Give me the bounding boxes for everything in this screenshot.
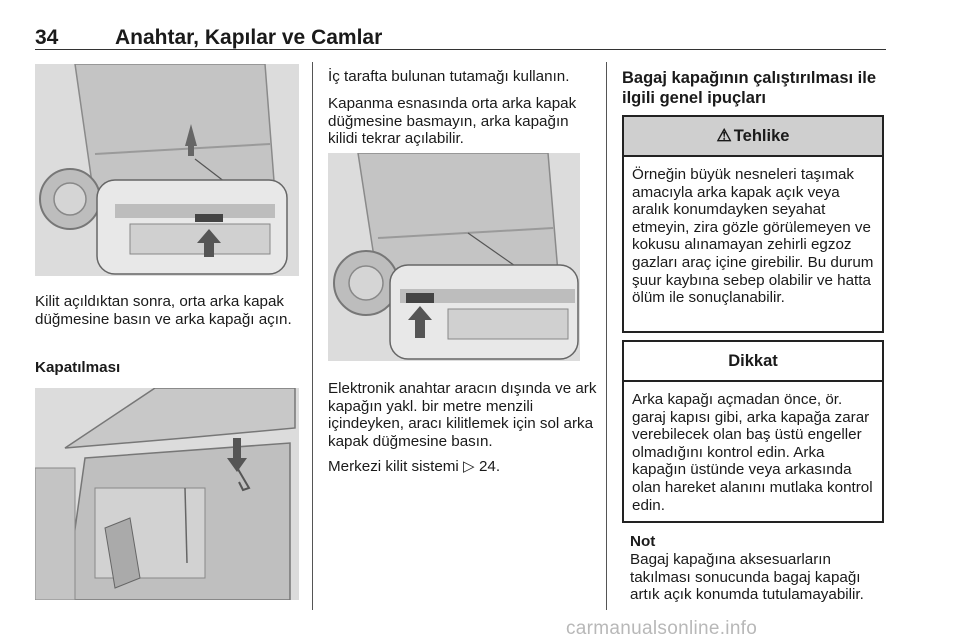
caution-title: Dikkat [728, 352, 778, 370]
caution-box-header [624, 342, 882, 382]
page-number: 34 [35, 26, 59, 49]
header-rule [35, 49, 886, 50]
note-title: Not [630, 533, 656, 550]
col2-paragraph-2: Kapanma esnasında orta arka kapak düğmesine basmayın, arka kapağın kilidi tekrar açılabilir. [328, 95, 577, 148]
col1-paragraph-1: Kilit açıldıktan sonra, orta arka kapak düğmesine basın ve arka kapağı açın. [35, 293, 292, 328]
watermark: carmanualsonline.info [566, 618, 758, 639]
page-header [35, 26, 885, 56]
page-title: Anahtar, Kapılar ve Camlar [115, 26, 383, 49]
tailgate-open-illustration [35, 388, 299, 600]
figure-tailgate-button [35, 64, 299, 276]
warning-triangle-icon: ⚠ [716, 126, 732, 145]
tailgate-handle-illustration [328, 153, 580, 361]
note-body: Bagaj kapağına aksesuarların takılması sonucunda bagaj kapağı artık açık konumda tutulamayabilir. [630, 551, 864, 604]
section-heading-tailgate-tips: Bagaj kapağının çalıştırılması ile ilgili genel ipuçları [622, 69, 877, 107]
col1-subheading-closing: Kapatılması [35, 359, 121, 376]
figure-tailgate-open [35, 388, 299, 600]
tailgate-button-illustration [35, 64, 299, 276]
danger-title: Tehlike [733, 127, 790, 145]
col2-paragraph-3: Elektronik anahtar aracın dışında ve ark kapağın yakl. bir metre menzili içindeyken, aracı kilitlemek için sol arka kapak düğmesine basın. [328, 380, 597, 450]
caution-box [622, 340, 884, 523]
column-divider-1 [312, 62, 313, 610]
danger-box [622, 115, 884, 333]
figure-tailgate-handle [328, 153, 580, 361]
col2-paragraph-4-text: Merkezi kilit sistemi [328, 458, 459, 475]
col2-paragraph-1: İç tarafta bulunan tutamağı kullanın. [328, 68, 570, 85]
column-divider-2 [606, 62, 607, 610]
col2-paragraph-4 [328, 458, 600, 476]
danger-body: Örneğin büyük nesneleri taşımak amacıyla arka kapak açık veya aralık konumdayken seyahat etmeyin, zira gözle görülemeyen ve kokusu alınamayan zehirli egzoz gazları araç içine girebilir. Bu durum şuur kaybına sebep olabilir ve hatta ölüm ile sonuçlanabilir. [632, 166, 874, 307]
caution-body: Arka kapağı açmadan önce, ör. garaj kapısı gibi, arka kapağa zarar verebilecek olan baş üstü engeller olmadığını kontrol edin. Arka kapağın üstünde veya arkasında olan hareket alanını mutlaka kontrol edin. [632, 391, 873, 514]
triangle-right-icon[interactable]: ▷ [463, 458, 475, 475]
page-reference[interactable]: 24. [478, 458, 501, 475]
danger-box-header [624, 117, 882, 157]
